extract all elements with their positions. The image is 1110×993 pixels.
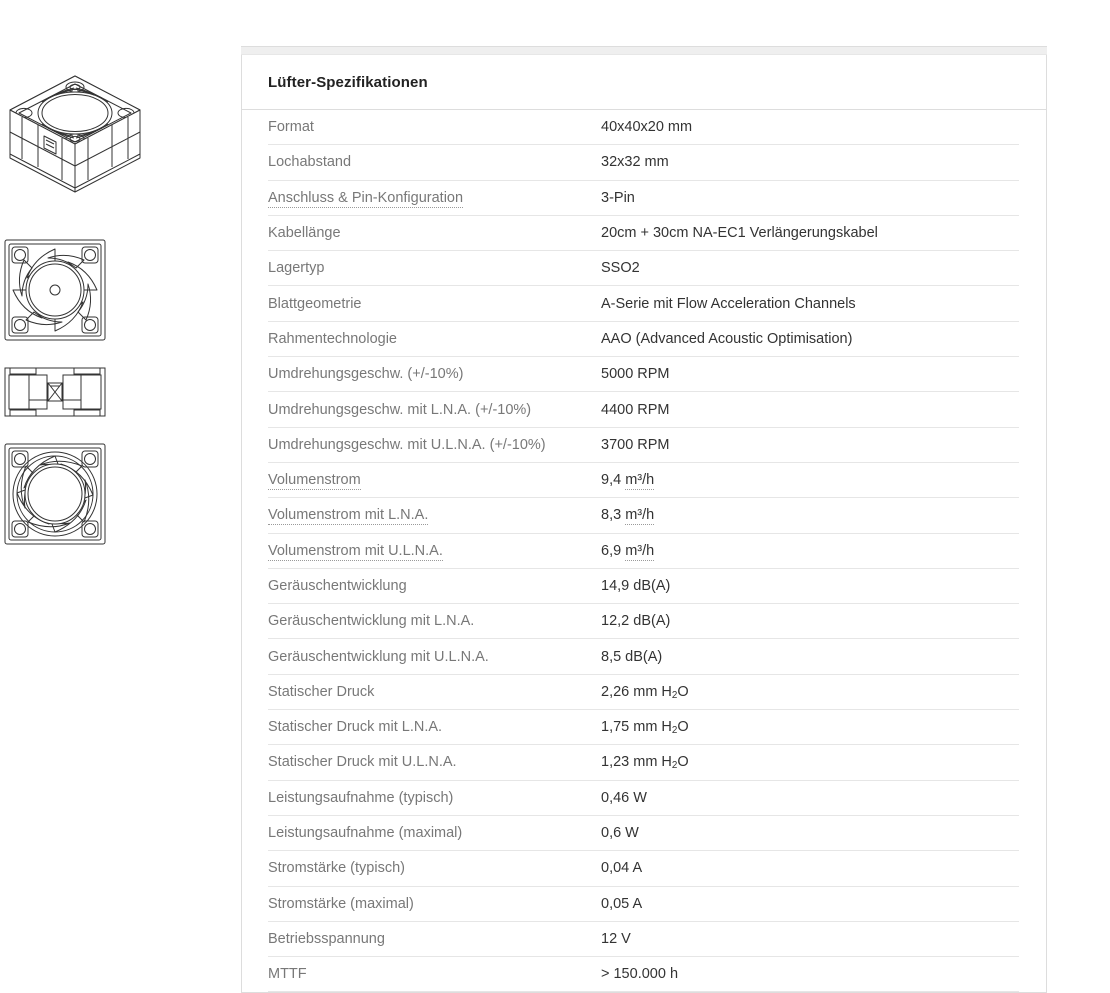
spec-value-subscript: 2 bbox=[671, 724, 678, 736]
spec-value bbox=[601, 684, 1019, 701]
table-row bbox=[268, 392, 1019, 427]
spec-label: Umdrehungsgeschw. (+/-10%) bbox=[268, 366, 464, 383]
gallery-thumb-fan-front-view[interactable] bbox=[0, 236, 236, 344]
product-image-gallery bbox=[0, 0, 236, 960]
fan-rear-icon bbox=[0, 440, 110, 548]
spec-label: Rahmentechnologie bbox=[268, 330, 397, 347]
spec-value: 0,46 W bbox=[601, 789, 647, 806]
fan-isometric-icon bbox=[0, 62, 150, 212]
spec-label: Blattgeometrie bbox=[268, 295, 362, 312]
spec-value-subscript: 2 bbox=[671, 689, 678, 701]
spec-value bbox=[601, 754, 1019, 771]
spec-label-tooltip-link[interactable]: Volumenstrom mit U.L.N.A. bbox=[268, 542, 443, 559]
spec-label: Umdrehungsgeschw. mit L.N.A. (+/-10%) bbox=[268, 401, 532, 418]
spec-table bbox=[242, 110, 1046, 992]
table-row bbox=[268, 251, 1019, 286]
spec-value: 14,9 dB(A) bbox=[601, 578, 671, 594]
table-row bbox=[268, 357, 1019, 392]
table-row bbox=[268, 851, 1019, 886]
spec-label: Statischer Druck mit U.L.N.A. bbox=[268, 754, 457, 771]
spec-value-tail: O bbox=[677, 683, 689, 700]
spec-label: Betriebsspannung bbox=[268, 930, 385, 947]
table-row bbox=[268, 745, 1019, 780]
spec-value-main: 1,75 mm H bbox=[601, 718, 672, 735]
table-row bbox=[268, 781, 1019, 816]
spec-value: 4400 RPM bbox=[601, 401, 670, 418]
spec-label: Umdrehungsgeschw. mit U.L.N.A. (+/-10%) bbox=[268, 436, 546, 453]
spec-value-tail: O bbox=[677, 754, 689, 771]
spec-label: Leistungsaufnahme (maximal) bbox=[268, 825, 463, 842]
spec-label: MTTF bbox=[268, 966, 307, 983]
card-header bbox=[242, 55, 1046, 110]
table-row bbox=[268, 110, 1019, 145]
fan-side-icon bbox=[0, 362, 110, 422]
table-row bbox=[268, 322, 1019, 357]
spec-label bbox=[268, 507, 601, 523]
spec-label-tooltip-link[interactable]: Anschluss & Pin-Konfiguration bbox=[268, 189, 464, 206]
table-row bbox=[268, 816, 1019, 851]
spec-value-unit-tooltip-link[interactable]: m³/h bbox=[625, 507, 655, 524]
table-row bbox=[268, 286, 1019, 321]
spec-label: Kabellänge bbox=[268, 225, 341, 242]
fan-front-icon bbox=[0, 236, 110, 344]
spec-label: Statischer Druck mit L.N.A. bbox=[268, 719, 443, 736]
spec-value: 40x40x20 mm bbox=[601, 119, 693, 136]
table-row bbox=[268, 604, 1019, 639]
spec-value-number: 6,9 bbox=[601, 542, 622, 559]
table-row bbox=[268, 181, 1019, 216]
spec-value: 0,04 A bbox=[601, 860, 643, 877]
spec-value: 3-Pin bbox=[601, 189, 635, 206]
spec-label-tooltip-link[interactable]: Volumenstrom mit L.N.A. bbox=[268, 507, 429, 524]
table-row bbox=[268, 534, 1019, 569]
spec-label: Format bbox=[268, 119, 314, 136]
spec-value-unit-tooltip-link[interactable]: m³/h bbox=[625, 472, 655, 489]
spec-value bbox=[601, 719, 1019, 736]
table-row bbox=[268, 887, 1019, 922]
card-top-strip bbox=[241, 46, 1047, 55]
spec-value: 8,5 dB(A) bbox=[601, 648, 663, 665]
spec-value-subscript: 2 bbox=[671, 759, 678, 771]
gallery-thumb-fan-side-view[interactable] bbox=[0, 362, 236, 422]
spec-label bbox=[268, 190, 601, 206]
gallery-thumb-fan-rear-view[interactable] bbox=[0, 440, 236, 548]
table-row bbox=[268, 957, 1019, 992]
spec-label-tooltip-link[interactable]: Volumenstrom bbox=[268, 472, 361, 489]
spec-value: AAO (Advanced Acoustic Optimisation) bbox=[601, 330, 853, 347]
spec-label: Statischer Druck bbox=[268, 683, 375, 700]
fan-specifications-card bbox=[241, 46, 1047, 993]
spec-value: 0,6 W bbox=[601, 825, 639, 842]
table-row bbox=[268, 428, 1019, 463]
spec-value: 20cm + 30cm NA-EC1 Verlängerungskabel bbox=[601, 225, 878, 242]
table-row bbox=[268, 675, 1019, 710]
spec-label: Leistungsaufnahme (typisch) bbox=[268, 789, 454, 806]
spec-value-tail: O bbox=[677, 718, 689, 735]
spec-value-main: 1,23 mm H bbox=[601, 754, 672, 771]
table-row bbox=[268, 216, 1019, 251]
spec-value: 12 V bbox=[601, 930, 631, 947]
spec-value: 0,05 A bbox=[601, 895, 643, 912]
spec-label: Lagertyp bbox=[268, 260, 325, 277]
spec-value: 5000 RPM bbox=[601, 366, 670, 383]
table-row bbox=[268, 569, 1019, 604]
spec-value: 32x32 mm bbox=[601, 154, 669, 171]
spec-label: Lochabstand bbox=[268, 154, 352, 171]
spec-value-number: 8,3 bbox=[601, 507, 622, 524]
spec-value-unit-tooltip-link[interactable]: m³/h bbox=[625, 542, 655, 559]
table-row bbox=[268, 145, 1019, 180]
spec-value: 3700 RPM bbox=[601, 436, 670, 453]
spec-value-number: 9,4 bbox=[601, 472, 622, 489]
spec-value: > 150.000 h bbox=[601, 966, 679, 983]
table-row bbox=[268, 498, 1019, 533]
table-row bbox=[268, 922, 1019, 957]
table-row bbox=[268, 639, 1019, 674]
spec-label: Geräuschentwicklung bbox=[268, 578, 407, 594]
spec-value-main: 2,26 mm H bbox=[601, 683, 672, 700]
spec-label: Geräuschentwicklung mit L.N.A. bbox=[268, 613, 475, 630]
table-row bbox=[268, 710, 1019, 745]
spec-value bbox=[601, 543, 1019, 559]
spec-label bbox=[268, 472, 601, 488]
spec-value bbox=[601, 507, 1019, 523]
spec-value bbox=[601, 472, 1019, 488]
spec-label: Geräuschentwicklung mit U.L.N.A. bbox=[268, 648, 489, 665]
page-title: Lüfter-Spezifikationen bbox=[268, 73, 428, 91]
spec-value: 12,2 dB(A) bbox=[601, 613, 671, 630]
gallery-thumb-fan-isometric-view[interactable] bbox=[0, 62, 236, 212]
spec-label bbox=[268, 543, 601, 559]
spec-label: Stromstärke (maximal) bbox=[268, 895, 414, 912]
spec-value: A-Serie mit Flow Acceleration Channels bbox=[601, 295, 856, 312]
spec-value: SSO2 bbox=[601, 260, 640, 277]
table-row bbox=[268, 463, 1019, 498]
spec-label: Stromstärke (typisch) bbox=[268, 860, 405, 877]
